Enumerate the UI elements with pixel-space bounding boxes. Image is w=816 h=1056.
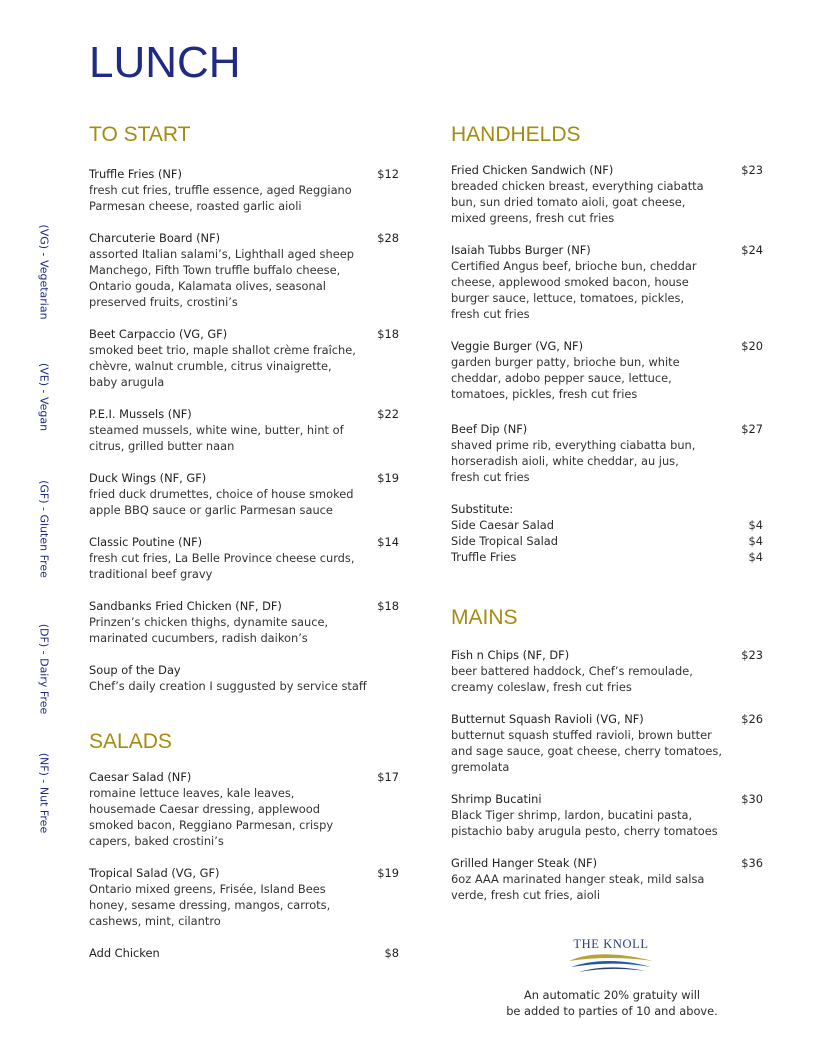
substitute-price: $4 — [748, 534, 763, 548]
item-description: burger sauce, lettuce, tomatoes, pickles, — [451, 291, 685, 305]
item-description: bun, sun dried tomato aioli, goat cheese, — [451, 195, 686, 209]
section-title-to-start: TO START — [89, 123, 191, 146]
menu-item — [89, 945, 399, 961]
section-title-mains: MAINS — [451, 606, 518, 629]
item-name: Sandbanks Fried Chicken (NF, DF) — [89, 599, 282, 613]
menu-item — [89, 230, 399, 310]
item-price: $22 — [377, 407, 399, 421]
item-name: Veggie Burger (VG, NF) — [451, 339, 584, 353]
item-description: breaded chicken breast, everything ciabatta — [451, 179, 704, 193]
substitute-row — [451, 533, 763, 549]
substitute-name: Side Caesar Salad — [451, 518, 554, 532]
menu-item — [451, 647, 763, 695]
item-description: beer battered haddock, Chef’s remoulade, — [451, 664, 693, 678]
item-description: tomatoes, pickles, fresh cut fries — [451, 387, 638, 401]
item-description: smoked bacon, Reggiano Parmesan, crispy — [89, 818, 334, 832]
substitute-row — [451, 517, 763, 533]
item-description: pistachio baby arugula pesto, cherry tomatoes — [451, 824, 718, 838]
item-description: fried duck drumettes, choice of house smoked — [89, 487, 354, 501]
item-description: preserved fruits, crostini’s — [89, 295, 238, 309]
item-name: Soup of the Day — [89, 663, 181, 677]
menu-item — [451, 711, 763, 775]
gratuity-line: be added to parties of 10 and above. — [506, 1004, 718, 1018]
legend-dairy-free: (DF) - Dairy Free — [37, 623, 51, 715]
item-description: horseradish aioli, white cheddar, au jus, — [451, 454, 679, 468]
item-name: Beef Dip (NF) — [451, 422, 528, 436]
item-description: and sage sauce, goat cheese, cherry tomatoes, — [451, 744, 722, 758]
item-description: Ontario gouda, Kalamata olives, seasonal — [89, 279, 326, 293]
menu-item — [89, 534, 399, 582]
the-knoll-logo — [563, 937, 659, 973]
substitute-name: Side Tropical Salad — [451, 534, 558, 548]
wave-icon — [563, 949, 659, 973]
item-description: Black Tiger shrimp, lardon, bucatini pasta, — [451, 808, 693, 822]
substitute-price: $4 — [748, 518, 763, 532]
menu-item — [89, 166, 399, 214]
item-description: 6oz AAA marinated hanger steak, mild salsa — [451, 872, 705, 886]
substitute-list — [451, 501, 763, 565]
item-description: romaine lettuce leaves, kale leaves, — [89, 786, 295, 800]
item-name: Add Chicken — [89, 946, 160, 960]
menu-item — [89, 470, 399, 518]
item-price: $23 — [741, 648, 763, 662]
gratuity-note — [451, 987, 773, 1019]
menu-item — [451, 421, 763, 485]
substitute-row — [451, 549, 763, 565]
item-description: steamed mussels, white wine, butter, hint of — [89, 423, 344, 437]
item-price: $19 — [377, 471, 399, 485]
item-name: Duck Wings (NF, GF) — [89, 471, 207, 485]
menu-item — [89, 662, 399, 694]
item-description: marinated cucumbers, radish daikon’s — [89, 631, 308, 645]
menu-item — [89, 326, 399, 390]
item-price: $8 — [384, 946, 399, 960]
item-name: Butternut Squash Ravioli (VG, NF) — [451, 712, 644, 726]
section-title-handhelds: HANDHELDS — [451, 123, 581, 146]
item-name: Grilled Hanger Steak (NF) — [451, 856, 598, 870]
section-title-salads: SALADS — [89, 730, 172, 753]
menu-item — [451, 855, 763, 903]
item-description: fresh cut fries, truffle essence, aged Reggiano — [89, 183, 352, 197]
item-description: Chef’s daily creation I suggusted by service staff — [89, 679, 367, 693]
item-description: chèvre, walnut crumble, citrus vinaigrette, — [89, 359, 332, 373]
item-price: $17 — [377, 770, 399, 784]
substitute-title: Substitute: — [451, 502, 514, 516]
substitute-price: $4 — [748, 550, 763, 564]
item-description: Parmesan cheese, roasted garlic aioli — [89, 199, 302, 213]
item-price: $14 — [377, 535, 399, 549]
item-description: assorted Italian salami’s, Lighthall aged sheep — [89, 247, 354, 261]
item-description: gremolata — [451, 760, 510, 774]
item-price: $24 — [741, 243, 763, 257]
item-description: cashews, mint, cilantro — [89, 914, 221, 928]
right-column — [451, 122, 763, 903]
item-name: Isaiah Tubbs Burger (NF) — [451, 243, 591, 257]
item-price: $12 — [377, 167, 399, 181]
item-name: Beet Carpaccio (VG, GF) — [89, 327, 228, 341]
gratuity-line: An automatic 20% gratuity will — [523, 988, 701, 1002]
item-description: garden burger patty, brioche bun, white — [451, 355, 680, 369]
menu-item — [89, 406, 399, 454]
item-description: cheese, applewood smoked bacon, house — [451, 275, 689, 289]
menu-item — [451, 162, 763, 226]
item-description: mixed greens, fresh cut fries — [451, 211, 615, 225]
item-description: traditional beef gravy — [89, 567, 213, 581]
legend-gluten-free: (GF) - Gluten Free — [37, 480, 51, 578]
item-price: $36 — [741, 856, 763, 870]
item-description: cheddar, adobo pepper sauce, lettuce, — [451, 371, 672, 385]
item-price: $20 — [741, 339, 763, 353]
item-name: Truffle Fries (NF) — [89, 167, 182, 181]
menu-item — [89, 598, 399, 646]
menu-item — [451, 791, 763, 839]
page-title: LUNCH — [89, 38, 241, 87]
item-price: $23 — [741, 163, 763, 177]
item-name: Classic Poutine (NF) — [89, 535, 203, 549]
item-description: Certified Angus beef, brioche bun, cheddar — [451, 259, 697, 273]
menu-item — [89, 769, 399, 849]
item-name: Fried Chicken Sandwich (NF) — [451, 163, 614, 177]
item-name: Fish n Chips (NF, DF) — [451, 648, 570, 662]
item-description: capers, baked crostini’s — [89, 834, 224, 848]
substitute-name: Truffle Fries — [451, 550, 517, 564]
item-description: Prinzen’s chicken thighs, dynamite sauce, — [89, 615, 329, 629]
item-price: $27 — [741, 422, 763, 436]
legend-vegan: (VE) - Vegan — [37, 362, 51, 432]
menu-item — [451, 338, 763, 402]
item-price: $18 — [377, 327, 399, 341]
item-name: Tropical Salad (VG, GF) — [89, 866, 220, 880]
legend-nut-free: (NF) - Nut Free — [37, 752, 51, 834]
item-price: $19 — [377, 866, 399, 880]
item-description: fresh cut fries — [451, 307, 530, 321]
item-description: citrus, grilled butter naan — [89, 439, 235, 453]
item-description: verde, fresh cut fries, aioli — [451, 888, 600, 902]
item-name: Shrimp Bucatini — [451, 792, 542, 806]
logo-text: THE KNOLL — [573, 937, 649, 951]
item-description: shaved prime rib, everything ciabatta bun, — [451, 438, 696, 452]
item-description: creamy coleslaw, fresh cut fries — [451, 680, 632, 694]
item-description: Ontario mixed greens, Frisée, Island Bees — [89, 882, 326, 896]
item-description: fresh cut fries, La Belle Province cheese curds, — [89, 551, 355, 565]
menu-item — [451, 242, 763, 322]
item-name: P.E.I. Mussels (NF) — [89, 407, 192, 421]
item-description: apple BBQ sauce or garlic Parmesan sauce — [89, 503, 333, 517]
item-price: $26 — [741, 712, 763, 726]
item-description: fresh cut fries — [451, 470, 530, 484]
legend-vegetarian: (VG) - Vegetarian — [37, 224, 51, 320]
item-description: housemade Caesar dressing, applewood — [89, 802, 320, 816]
item-description: Manchego, Fifth Town truffle buffalo cheese, — [89, 263, 341, 277]
item-price: $28 — [377, 231, 399, 245]
left-column — [89, 122, 399, 961]
item-name: Caesar Salad (NF) — [89, 770, 192, 784]
item-name: Charcuterie Board (NF) — [89, 231, 221, 245]
item-description: butternut squash stuffed ravioli, brown butter — [451, 728, 712, 742]
menu-item — [89, 865, 399, 929]
item-description: baby arugula — [89, 375, 165, 389]
item-price: $18 — [377, 599, 399, 613]
item-price: $30 — [741, 792, 763, 806]
item-description: honey, sesame dressing, mangos, carrots, — [89, 898, 331, 912]
item-description: smoked beet trio, maple shallot crème fraîche, — [89, 343, 356, 357]
